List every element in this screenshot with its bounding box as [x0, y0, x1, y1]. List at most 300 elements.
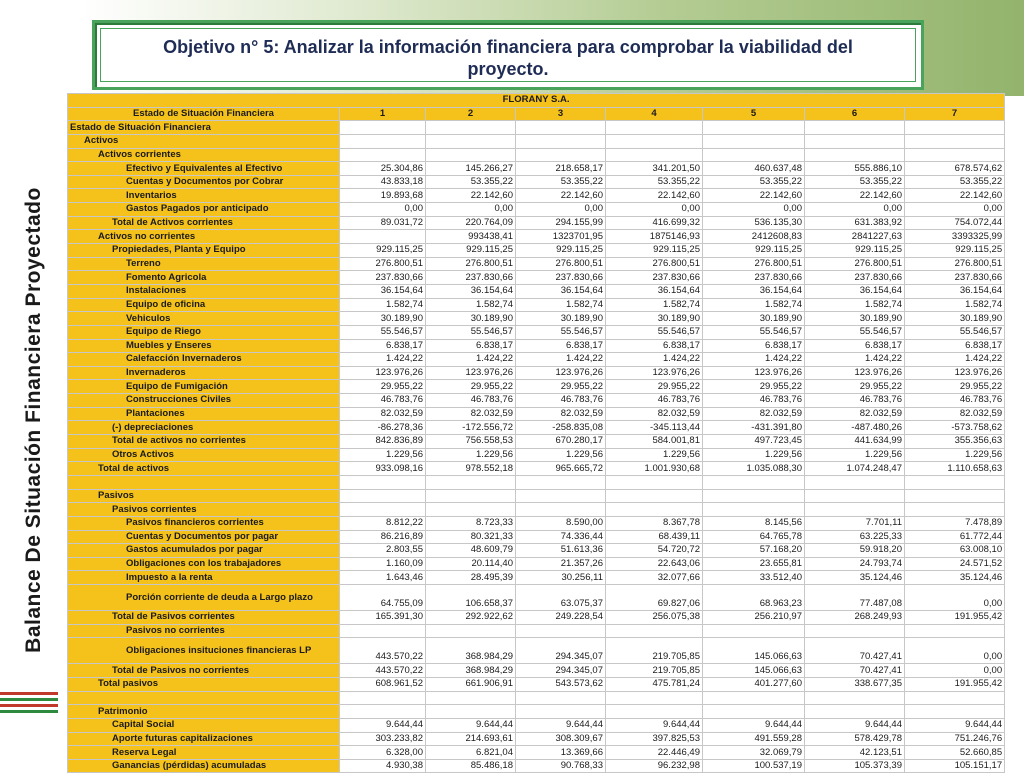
- row-label: Activos corrientes: [68, 148, 340, 162]
- cell-value: 30.189,90: [805, 312, 905, 326]
- corner-decoration: [0, 692, 60, 768]
- cell-value: -487.480,26: [805, 421, 905, 435]
- cell-value: 1.160,09: [340, 557, 426, 571]
- row-label: Equipo de Fumigación: [68, 380, 340, 394]
- table-row: [68, 489, 1005, 503]
- cell-value: [516, 691, 606, 705]
- cell-value: 276.800,51: [340, 257, 426, 271]
- cell-value: 22.142,60: [805, 189, 905, 203]
- cell-value: 24.571,52: [905, 557, 1005, 571]
- cell-value: 82.032,59: [516, 407, 606, 421]
- cell-value: 1.074.248,47: [805, 462, 905, 476]
- cell-value: 70.427,41: [805, 638, 905, 664]
- cell-value: 294.345,07: [516, 638, 606, 664]
- row-label: Pasivos: [68, 489, 340, 503]
- row-label: Total de Pasivos corrientes: [68, 611, 340, 625]
- cell-value: [805, 705, 905, 719]
- cell-value: 46.783,76: [516, 394, 606, 408]
- table-row: [68, 638, 1005, 664]
- row-label: Activos: [68, 134, 340, 148]
- cell-value: 6.821,04: [426, 746, 516, 760]
- cell-value: 294.345,07: [516, 664, 606, 678]
- cell-value: 276.800,51: [805, 257, 905, 271]
- cell-value: 22.142,60: [703, 189, 805, 203]
- cell-value: 23.655,81: [703, 557, 805, 571]
- cell-value: [340, 121, 426, 135]
- table-row: [68, 257, 1005, 271]
- cell-value: 543.573,62: [516, 677, 606, 691]
- cell-value: 82.032,59: [805, 407, 905, 421]
- cell-value: [516, 134, 606, 148]
- cell-value: 61.772,44: [905, 530, 1005, 544]
- cell-value: [426, 705, 516, 719]
- cell-value: 292.922,62: [426, 611, 516, 625]
- cell-value: 63.075,37: [516, 585, 606, 611]
- table-row: [68, 448, 1005, 462]
- cell-value: 29.955,22: [703, 380, 805, 394]
- cell-value: 0,00: [606, 203, 703, 217]
- cell-value: [703, 134, 805, 148]
- cell-value: 29.955,22: [905, 380, 1005, 394]
- cell-value: [905, 148, 1005, 162]
- cell-value: 1.110.658,63: [905, 462, 1005, 476]
- row-label: Estado de Situación Financiera: [68, 121, 340, 135]
- table-row: [68, 503, 1005, 517]
- cell-value: 355.356,63: [905, 435, 1005, 449]
- cell-value: 21.357,26: [516, 557, 606, 571]
- table-row: [68, 407, 1005, 421]
- cell-value: 294.155,99: [516, 216, 606, 230]
- cell-value: 63.225,33: [805, 530, 905, 544]
- cell-value: 64.765,78: [703, 530, 805, 544]
- cell-value: 191.955,42: [905, 611, 1005, 625]
- cell-value: 237.830,66: [340, 271, 426, 285]
- cell-value: 1.424,22: [905, 353, 1005, 367]
- cell-value: 584.001,81: [606, 435, 703, 449]
- table-row: [68, 435, 1005, 449]
- cell-value: 24.793,74: [805, 557, 905, 571]
- table-row: [68, 759, 1005, 773]
- cell-value: 276.800,51: [516, 257, 606, 271]
- cell-value: [703, 705, 805, 719]
- cell-value: [426, 503, 516, 517]
- cell-value: 53.355,22: [516, 175, 606, 189]
- cell-value: 36.154,64: [426, 284, 516, 298]
- cell-value: [703, 691, 805, 705]
- cell-value: 276.800,51: [426, 257, 516, 271]
- cell-value: 929.115,25: [606, 244, 703, 258]
- table-row: [68, 664, 1005, 678]
- row-label: Pasivos financieros corrientes: [68, 516, 340, 530]
- cell-value: 1.229,56: [905, 448, 1005, 462]
- cell-value: 123.976,26: [805, 366, 905, 380]
- row-label: Gastos acumulados por pagar: [68, 544, 340, 558]
- cell-value: [805, 624, 905, 638]
- cell-value: 191.955,42: [905, 677, 1005, 691]
- row-label: Total de Pasivos no corrientes: [68, 664, 340, 678]
- cell-value: 57.168,20: [703, 544, 805, 558]
- cell-value: 22.142,60: [905, 189, 1005, 203]
- cell-value: 42.123,51: [805, 746, 905, 760]
- cell-value: 751.246,76: [905, 732, 1005, 746]
- cell-value: 86.216,89: [340, 530, 426, 544]
- cell-value: 9.644,44: [516, 718, 606, 732]
- row-label: Aporte futuras capitalizaciones: [68, 732, 340, 746]
- cell-value: 929.115,25: [703, 244, 805, 258]
- cell-value: 29.955,22: [606, 380, 703, 394]
- column-header-3: 3: [516, 107, 606, 121]
- row-label: Reserva Legal: [68, 746, 340, 760]
- cell-value: 29.955,22: [516, 380, 606, 394]
- row-label: Efectivo y Equivalentes al Efectivo: [68, 162, 340, 176]
- cell-value: 965.665,72: [516, 462, 606, 476]
- cell-value: 9.644,44: [805, 718, 905, 732]
- cell-value: 249.228,54: [516, 611, 606, 625]
- cell-value: 1.229,56: [516, 448, 606, 462]
- cell-value: [340, 230, 426, 244]
- cell-value: 0,00: [703, 203, 805, 217]
- header-label: Estado de Situación Financiera: [68, 107, 340, 121]
- cell-value: 661.906,91: [426, 677, 516, 691]
- row-label: Otros Activos: [68, 448, 340, 462]
- cell-value: 6.838,17: [340, 339, 426, 353]
- cell-value: 77.487,08: [805, 585, 905, 611]
- row-label: Vehiculos: [68, 312, 340, 326]
- cell-value: 70.427,41: [805, 664, 905, 678]
- cell-value: 8.145,56: [703, 516, 805, 530]
- cell-value: 28.495,39: [426, 571, 516, 585]
- table-row: [68, 705, 1005, 719]
- cell-value: 6.838,17: [426, 339, 516, 353]
- cell-value: 30.189,90: [340, 312, 426, 326]
- cell-value: 30.189,90: [703, 312, 805, 326]
- row-label: Total de activos: [68, 462, 340, 476]
- table-row: [68, 611, 1005, 625]
- cell-value: 491.559,28: [703, 732, 805, 746]
- cell-value: 237.830,66: [426, 271, 516, 285]
- row-label: Equipo de Riego: [68, 325, 340, 339]
- cell-value: 30.189,90: [905, 312, 1005, 326]
- cell-value: 105.373,39: [805, 759, 905, 773]
- cell-value: [703, 624, 805, 638]
- cell-value: 443.570,22: [340, 664, 426, 678]
- cell-value: 36.154,64: [805, 284, 905, 298]
- cell-value: 1.582,74: [340, 298, 426, 312]
- cell-value: 268.249,93: [805, 611, 905, 625]
- cell-value: 9.644,44: [426, 718, 516, 732]
- cell-value: 237.830,66: [905, 271, 1005, 285]
- cell-value: -345.113,44: [606, 421, 703, 435]
- row-label: Propiedades, Planta y Equipo: [68, 244, 340, 258]
- cell-value: 55.546,57: [805, 325, 905, 339]
- row-label: Inventarios: [68, 189, 340, 203]
- cell-value: 443.570,22: [340, 638, 426, 664]
- cell-value: 214.693,61: [426, 732, 516, 746]
- company-row: [68, 94, 1005, 108]
- cell-value: 308.309,67: [516, 732, 606, 746]
- table-row: [68, 746, 1005, 760]
- table-row: [68, 516, 1005, 530]
- cell-value: 1.001.930,68: [606, 462, 703, 476]
- cell-value: [516, 624, 606, 638]
- cell-value: 22.446,49: [606, 746, 703, 760]
- cell-value: 46.783,76: [805, 394, 905, 408]
- cell-value: 22.142,60: [516, 189, 606, 203]
- cell-value: 929.115,25: [426, 244, 516, 258]
- cell-value: [516, 148, 606, 162]
- cell-value: 35.124,46: [905, 571, 1005, 585]
- table-row: [68, 244, 1005, 258]
- cell-value: 1.643,46: [340, 571, 426, 585]
- cell-value: [606, 121, 703, 135]
- cell-value: 933.098,16: [340, 462, 426, 476]
- cell-value: [905, 624, 1005, 638]
- cell-value: 219.705,85: [606, 638, 703, 664]
- cell-value: 36.154,64: [606, 284, 703, 298]
- cell-value: 1323701,95: [516, 230, 606, 244]
- cell-value: 6.328,00: [340, 746, 426, 760]
- table-row: [68, 162, 1005, 176]
- cell-value: 220.764,09: [426, 216, 516, 230]
- cell-value: 460.637,48: [703, 162, 805, 176]
- cell-value: [805, 489, 905, 503]
- row-label: Capital Social: [68, 718, 340, 732]
- row-label: Obligaciones con los trabajadores: [68, 557, 340, 571]
- cell-value: 59.918,20: [805, 544, 905, 558]
- row-label: Invernaderos: [68, 366, 340, 380]
- cell-value: [606, 624, 703, 638]
- cell-value: 929.115,25: [905, 244, 1005, 258]
- cell-value: [516, 489, 606, 503]
- cell-value: 578.429,78: [805, 732, 905, 746]
- column-header-7: 7: [905, 107, 1005, 121]
- cell-value: 53.355,22: [905, 175, 1005, 189]
- cell-value: 237.830,66: [606, 271, 703, 285]
- cell-value: [426, 691, 516, 705]
- cell-value: 1.424,22: [516, 353, 606, 367]
- cell-value: 237.830,66: [805, 271, 905, 285]
- cell-value: 993438,41: [426, 230, 516, 244]
- cell-value: 123.976,26: [516, 366, 606, 380]
- cell-value: 63.008,10: [905, 544, 1005, 558]
- row-label: Porción corriente de deuda a Largo plazo: [68, 585, 340, 611]
- cell-value: [905, 475, 1005, 489]
- cell-value: [340, 148, 426, 162]
- cell-value: [606, 503, 703, 517]
- cell-value: 1.582,74: [426, 298, 516, 312]
- cell-value: 276.800,51: [703, 257, 805, 271]
- cell-value: 3393325,99: [905, 230, 1005, 244]
- cell-value: 631.383,92: [805, 216, 905, 230]
- column-header-row: [68, 107, 1005, 121]
- cell-value: [805, 148, 905, 162]
- cell-value: 22.643,06: [606, 557, 703, 571]
- cell-value: 30.189,90: [426, 312, 516, 326]
- side-title: Balance De Situación Financiera Proyectado: [22, 187, 45, 653]
- table-row: [68, 271, 1005, 285]
- cell-value: [426, 624, 516, 638]
- cell-value: 0,00: [905, 203, 1005, 217]
- cell-value: -431.391,80: [703, 421, 805, 435]
- row-label: Obligaciones insituciones financieras LP: [68, 638, 340, 664]
- cell-value: 6.838,17: [516, 339, 606, 353]
- cell-value: 74.336,44: [516, 530, 606, 544]
- cell-value: [703, 148, 805, 162]
- table-row: [68, 380, 1005, 394]
- cell-value: 6.838,17: [703, 339, 805, 353]
- cell-value: 1.424,22: [606, 353, 703, 367]
- row-label: Total de Activos corrientes: [68, 216, 340, 230]
- cell-value: 68.439,11: [606, 530, 703, 544]
- cell-value: 1.229,56: [805, 448, 905, 462]
- table-row: [68, 134, 1005, 148]
- row-label: Total de activos no corrientes: [68, 435, 340, 449]
- cell-value: 1.229,56: [703, 448, 805, 462]
- cell-value: 36.154,64: [905, 284, 1005, 298]
- table-row: [68, 216, 1005, 230]
- table-row: [68, 353, 1005, 367]
- cell-value: 85.486,18: [426, 759, 516, 773]
- cell-value: 13.369,66: [516, 746, 606, 760]
- table-row: [68, 530, 1005, 544]
- cell-value: 416.699,32: [606, 216, 703, 230]
- cell-value: [905, 134, 1005, 148]
- cell-value: 678.574,62: [905, 162, 1005, 176]
- cell-value: 842.836,89: [340, 435, 426, 449]
- cell-value: 978.552,18: [426, 462, 516, 476]
- table-row: [68, 312, 1005, 326]
- slide-title: Objetivo n° 5: Analizar la información financiera para comprobar la viabilidad del proyecto.: [163, 37, 853, 79]
- cell-value: [426, 489, 516, 503]
- cell-value: [905, 489, 1005, 503]
- cell-value: [703, 475, 805, 489]
- column-header-5: 5: [703, 107, 805, 121]
- table-row: [68, 732, 1005, 746]
- cell-value: 2841227,63: [805, 230, 905, 244]
- cell-value: 30.256,11: [516, 571, 606, 585]
- row-label: (-) depreciaciones: [68, 421, 340, 435]
- cell-value: 68.963,23: [703, 585, 805, 611]
- column-header-1: 1: [340, 107, 426, 121]
- table-row: [68, 691, 1005, 705]
- cell-value: 82.032,59: [905, 407, 1005, 421]
- cell-value: 55.546,57: [703, 325, 805, 339]
- row-label: Equipo de oficina: [68, 298, 340, 312]
- cell-value: 32.069,79: [703, 746, 805, 760]
- cell-value: [426, 148, 516, 162]
- table-row: [68, 298, 1005, 312]
- cell-value: 30.189,90: [516, 312, 606, 326]
- table-row: [68, 366, 1005, 380]
- column-header-2: 2: [426, 107, 516, 121]
- column-header-6: 6: [805, 107, 905, 121]
- cell-value: 55.546,57: [606, 325, 703, 339]
- cell-value: 20.114,40: [426, 557, 516, 571]
- cell-value: 145.066,63: [703, 664, 805, 678]
- cell-value: 6.838,17: [805, 339, 905, 353]
- cell-value: [805, 691, 905, 705]
- cell-value: 1.229,56: [606, 448, 703, 462]
- cell-value: [805, 134, 905, 148]
- row-label: [68, 691, 340, 705]
- cell-value: 1.582,74: [606, 298, 703, 312]
- cell-value: 8.367,78: [606, 516, 703, 530]
- row-label: Activos no corrientes: [68, 230, 340, 244]
- cell-value: 55.546,57: [340, 325, 426, 339]
- cell-value: 89.031,72: [340, 216, 426, 230]
- cell-value: 36.154,64: [703, 284, 805, 298]
- table-row: [68, 203, 1005, 217]
- cell-value: [703, 503, 805, 517]
- cell-value: 54.720,72: [606, 544, 703, 558]
- cell-value: [905, 121, 1005, 135]
- cell-value: [426, 121, 516, 135]
- row-label: Impuesto a la renta: [68, 571, 340, 585]
- cell-value: 46.783,76: [606, 394, 703, 408]
- table-row: [68, 718, 1005, 732]
- row-label: Calefacción Invernaderos: [68, 353, 340, 367]
- cell-value: 1.582,74: [516, 298, 606, 312]
- cell-value: 80.321,33: [426, 530, 516, 544]
- table-row: [68, 557, 1005, 571]
- cell-value: 123.976,26: [606, 366, 703, 380]
- cell-value: [340, 475, 426, 489]
- table-row: [68, 148, 1005, 162]
- cell-value: -172.556,72: [426, 421, 516, 435]
- table-row: [68, 462, 1005, 476]
- cell-value: 33.512,40: [703, 571, 805, 585]
- cell-value: [606, 691, 703, 705]
- cell-value: 82.032,59: [606, 407, 703, 421]
- cell-value: 9.644,44: [905, 718, 1005, 732]
- cell-value: [606, 134, 703, 148]
- cell-value: 100.537,19: [703, 759, 805, 773]
- cell-value: 25.304,86: [340, 162, 426, 176]
- cell-value: 219.705,85: [606, 664, 703, 678]
- cell-value: [340, 691, 426, 705]
- cell-value: 46.783,76: [340, 394, 426, 408]
- cell-value: 670.280,17: [516, 435, 606, 449]
- cell-value: 536.135,30: [703, 216, 805, 230]
- cell-value: 145.266,27: [426, 162, 516, 176]
- cell-value: 441.634,99: [805, 435, 905, 449]
- cell-value: 368.984,29: [426, 664, 516, 678]
- cell-value: 303.233,82: [340, 732, 426, 746]
- cell-value: 123.976,26: [426, 366, 516, 380]
- cell-value: [516, 503, 606, 517]
- cell-value: [606, 148, 703, 162]
- column-header-4: 4: [606, 107, 703, 121]
- cell-value: 1.582,74: [905, 298, 1005, 312]
- cell-value: 36.154,64: [340, 284, 426, 298]
- cell-value: 754.072,44: [905, 216, 1005, 230]
- row-label: Ganancias (pérdidas) acumuladas: [68, 759, 340, 773]
- cell-value: 497.723,45: [703, 435, 805, 449]
- cell-value: [340, 489, 426, 503]
- cell-value: 19.893,68: [340, 189, 426, 203]
- table-row: [68, 677, 1005, 691]
- row-label: Terreno: [68, 257, 340, 271]
- cell-value: 48.609,79: [426, 544, 516, 558]
- cell-value: [426, 475, 516, 489]
- table-row: [68, 325, 1005, 339]
- cell-value: 22.142,60: [426, 189, 516, 203]
- cell-value: 9.644,44: [703, 718, 805, 732]
- cell-value: 0,00: [905, 585, 1005, 611]
- table-row: [68, 175, 1005, 189]
- cell-value: 6.838,17: [606, 339, 703, 353]
- cell-value: 256.075,38: [606, 611, 703, 625]
